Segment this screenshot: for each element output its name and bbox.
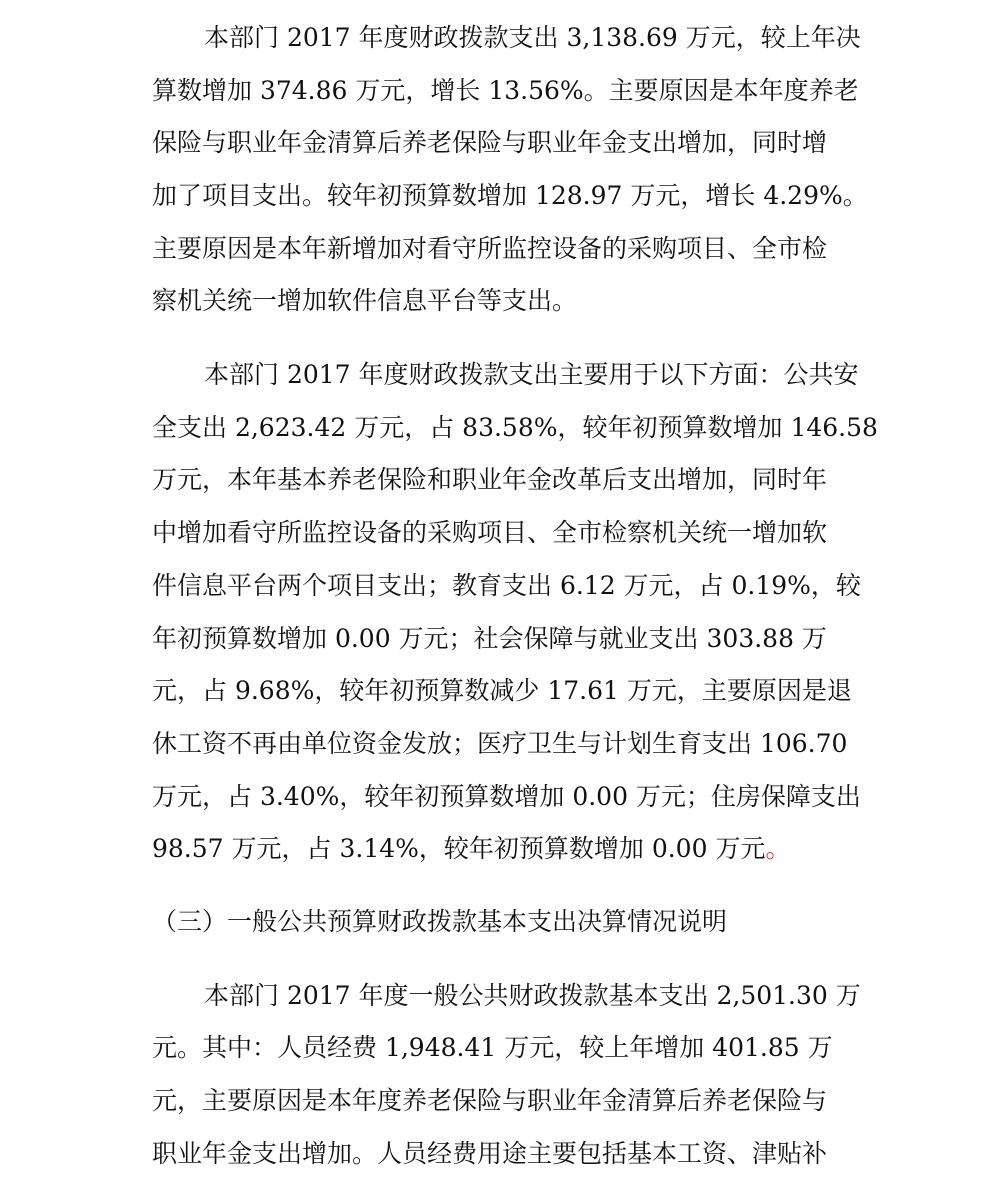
paragraph-2-line-7: 元，占 9.68%，较年初预算数减少 17.61 万元，主要原因是退: [152, 676, 852, 705]
paragraph-2-line-3: 万元，本年基本养老保险和职业年金改革后支出增加，同时年: [152, 465, 828, 494]
paragraph-2-trailing-mark: 。: [765, 834, 791, 863]
paragraph-2-line-8: 休工资不再由单位资金发放；医疗卫生与计划生育支出 106.70: [152, 729, 848, 758]
paragraph-3-line-3: 元，主要原因是本年度养老保险与职业年金清算后养老保险与: [152, 1086, 828, 1115]
paragraph-2-line-1: 本部门 2017 年度财政拨款支出主要用于以下方面：公共安: [204, 360, 859, 389]
paragraph-3-line-1: 本部门 2017 年度一般公共财政拨款基本支出 2,501.30 万: [204, 981, 861, 1010]
paragraph-3-line-4: 职业年金支出增加。人员经费用途主要包括基本工资、津贴补: [152, 1139, 828, 1168]
paragraph-3-line-2: 元。其中：人员经费 1,948.41 万元，较上年增加 401.85 万: [152, 1033, 833, 1062]
paragraph-2-line-5: 件信息平台两个项目支出；教育支出 6.12 万元，占 0.19%，较: [152, 571, 861, 600]
paragraph-2-line-6: 年初预算数增加 0.00 万元；社会保障与就业支出 303.88 万: [152, 624, 827, 653]
paragraph-2-line-10-text: 98.57 万元，占 3.14%，较年初预算数增加 0.00 万元: [152, 834, 766, 863]
paragraph-2-line-9: 万元，占 3.40%，较年初预算数增加 0.00 万元；住房保障支出: [152, 782, 861, 811]
paragraph-1-line-4: 加了项目支出。较年初预算数增加 128.97 万元，增长 4.29%。: [152, 181, 868, 210]
paragraph-1-line-5: 主要原因是本年新增加对看守所监控设备的采购项目、全市检: [152, 234, 828, 263]
section-heading: （三）一般公共预算财政拨款基本支出决算情况说明: [152, 907, 728, 936]
paragraph-1-line-1: 本部门 2017 年度财政拨款支出 3,138.69 万元，较上年决: [204, 23, 861, 52]
paragraph-1-line-3: 保险与职业年金清算后养老保险与职业年金支出增加，同时增: [152, 128, 828, 157]
paragraph-1-line-2: 算数增加 374.86 万元，增长 13.56%。主要原因是本年度养老: [152, 76, 859, 105]
paragraph-1-line-6: 察机关统一增加软件信息平台等支出。: [152, 286, 578, 315]
paragraph-2-line-10: [152, 829, 790, 869]
paragraph-2-line-2: 全支出 2,623.42 万元，占 83.58%，较年初预算数增加 146.58: [152, 413, 878, 442]
paragraph-2-line-4: 中增加看守所监控设备的采购项目、全市检察机关统一增加软: [152, 518, 828, 547]
